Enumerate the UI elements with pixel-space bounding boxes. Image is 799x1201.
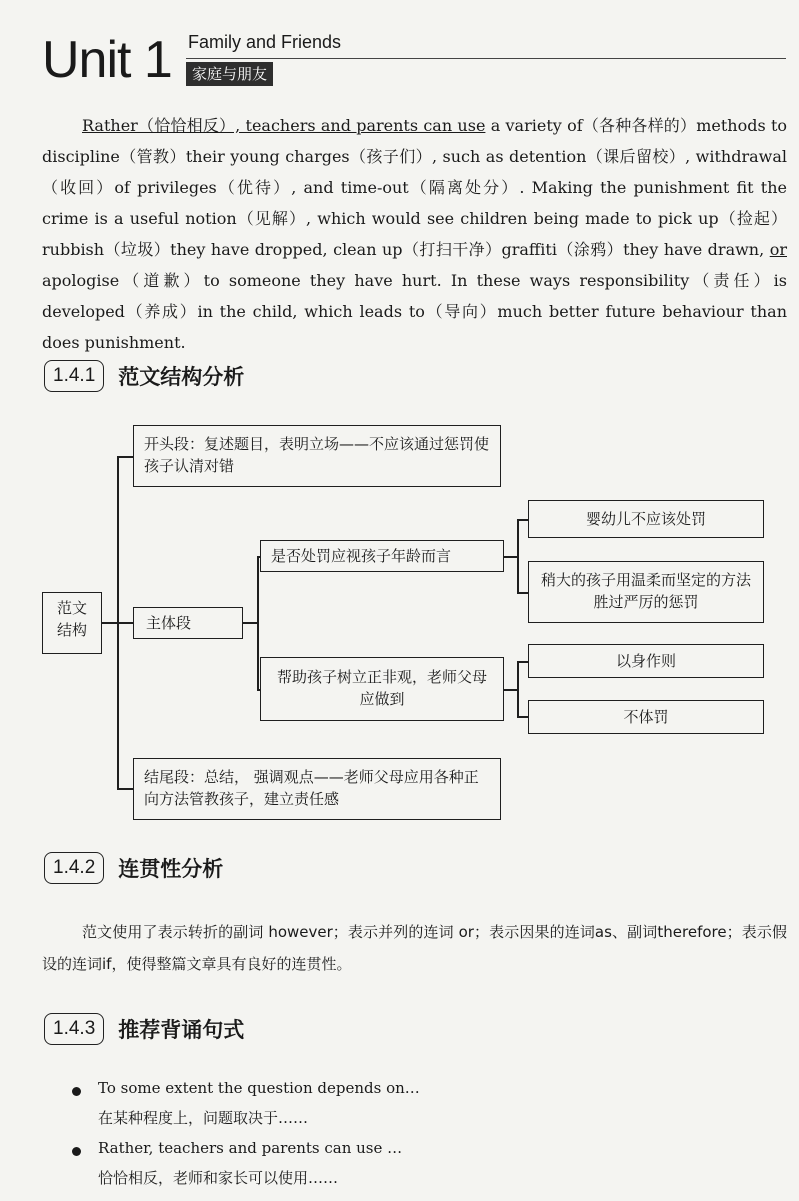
connector-line [517,661,519,717]
connector-line [504,689,518,691]
recitation-sentence-en: To some extent the question depends on… [98,1079,420,1097]
section-heading-coherence [44,852,223,884]
section-title: 范文结构分析 [118,365,245,389]
connector-line [243,622,258,624]
underlined-phrase: Rather（恰恰相反）, teachers and parents can use [82,116,486,135]
connector-line [517,519,528,521]
model-essay-paragraph [42,110,787,358]
recitation-sentence-cn: 在某种程度上，问题取决于…… [98,1109,309,1127]
chapter-title-cn: 家庭与朋友 [186,62,273,86]
connector-line [517,716,528,718]
paragraph-text: a variety of（各种各样的）methods to discipline（管教）their young charges（孩子们）, such as detention（课后留校）, withdrawal（收回）of privileges（优待）, and time-out（隔离处分）. Making the punishment fit the crime is a useful notion（见解）, which would see children being made to pick up（捡起）rubbish（垃圾）they have dropped, clean up（打扫干净）graffiti（涂鸦）they have drawn, [42,116,788,259]
connector-line [517,592,528,594]
no-corporal-punishment-leaf-box: 不体罚 [528,700,764,734]
opening-paragraph-box: 开头段：复述题目，表明立场——不应该通过惩罚使孩子认清对错 [133,425,501,487]
role-model-leaf-box: 以身作则 [528,644,764,678]
section-number: 1.4.2 [44,852,104,884]
coherence-analysis-text [42,916,787,980]
connector-line [517,519,519,593]
section-number: 1.4.3 [44,1013,104,1045]
bullet-icon [72,1147,81,1156]
connector-line [117,788,133,790]
section-heading-structure [44,360,244,392]
diagram-root-box: 范文结构 [42,592,102,654]
header-rule [186,58,786,59]
section-heading-recitation [44,1013,244,1045]
underlined-or: or [769,240,787,259]
older-child-leaf-box: 稍大的孩子用温柔而坚定的方法胜过严厉的惩罚 [528,561,764,623]
unit-number: Unit 1 [42,31,172,89]
connector-line [517,661,528,663]
section-title: 推荐背诵句式 [118,1018,245,1042]
connector-line [102,622,118,624]
body-paragraph-box: 主体段 [133,607,243,639]
connector-line [504,556,518,558]
age-branch-box: 是否处罚应视孩子年龄而言 [260,540,504,572]
chapter-title-en: Family and Friends [188,32,342,52]
infant-leaf-box: 婴幼儿不应该处罚 [528,500,764,538]
connector-line [117,622,133,624]
closing-paragraph-box: 结尾段：总结， 强调观点——老师父母应用各种正向方法管教孩子，建立责任感 [133,758,501,820]
recitation-sentence-cn: 恰恰相反，老师和家长可以使用…… [98,1169,339,1187]
paragraph-text-end: apologise（道歉）to someone they have hurt. In these ways responsibility（责任）is developed（养成）in the child, which leads to（导向）much better future behaviour than does punishment. [42,271,787,352]
recitation-sentence-en: Rather, teachers and parents can use … [98,1139,403,1157]
connector-line [117,456,133,458]
section-number: 1.4.1 [44,360,104,392]
section-title: 连贯性分析 [118,857,224,881]
bullet-icon [72,1087,81,1096]
moral-branch-box: 帮助孩子树立正非观，老师父母应做到 [260,657,504,721]
connector-line [257,556,259,690]
coherence-paragraph: 范文使用了表示转折的副词 however；表示并列的连词 or；表示因果的连词as、副词therefore；表示假设的连词if，使得整篇文章具有良好的连贯性。 [42,923,787,973]
